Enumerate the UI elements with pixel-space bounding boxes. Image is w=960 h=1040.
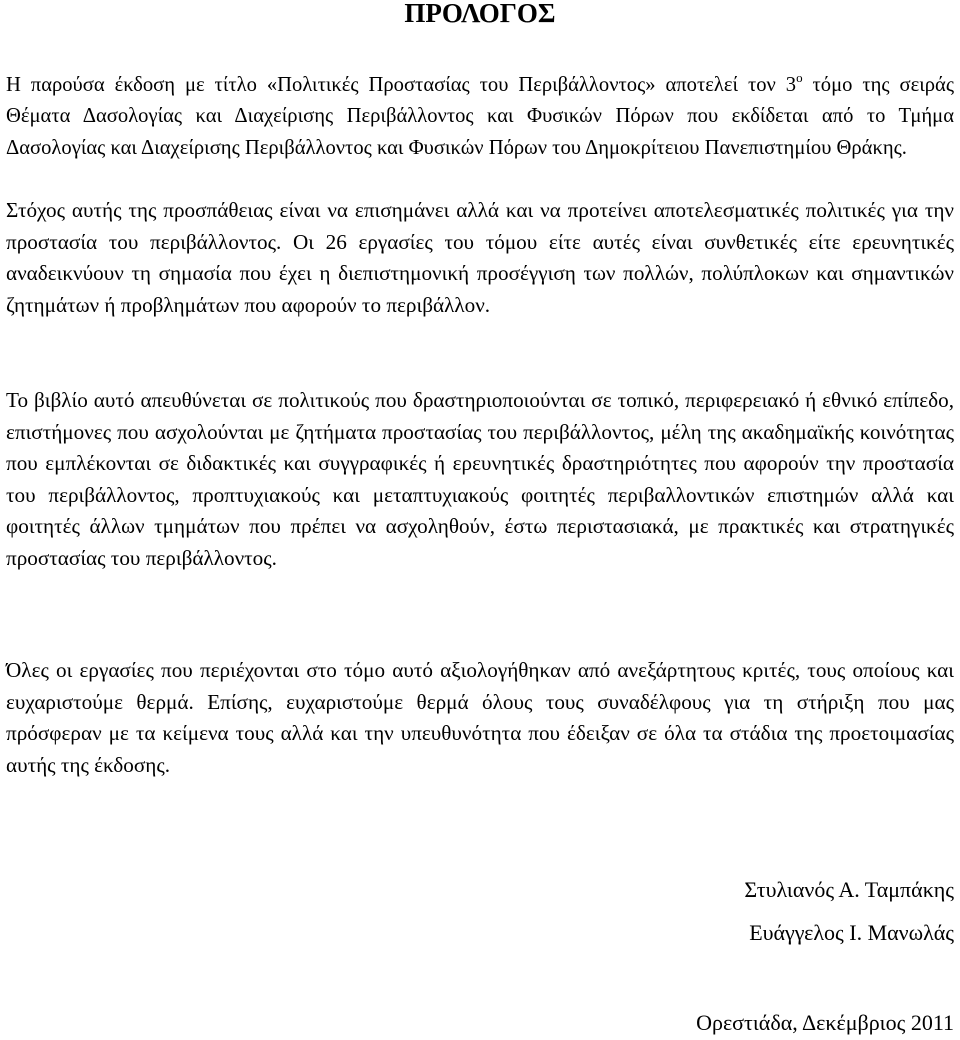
document-page xyxy=(6,0,954,1040)
paragraph-audience: Το βιβλίο αυτό απευθύνεται σε πολιτικούς που δραστηριοποιούνται σε τοπικό, περιφερειακό ή εθνικό επίπεδο, επιστήμονες που ασχολούνται με ζητήματα προστασίας του περιβάλλοντος, μέλη της ακαδημαϊκής κοινότητας που εμπλέκονται σε διδακτικές και συγγραφικές ή ερευνητικές δραστηριότητες που αφορούν την προστασία του περιβάλλοντος, προπτυχιακούς και μεταπτυχιακούς φοιτητές περιβαλλοντικών επιστημών αλλά και φοιτητές άλλων τμημάτων που πρέπει να ασχοληθούν, έστω περιστασιακά, με πρακτικές και στρατηγικές προστασίας του περιβάλλοντος. xyxy=(6,388,954,570)
ordinal-superscript: ο xyxy=(796,70,803,85)
paragraph-goal: Στόχος αυτής της προσπάθειας είναι να επισημάνει αλλά και να προτείνει αποτελεσματικές πολιτικές για την προστασία του περιβάλλοντος. Οι 26 εργασίες του τόμου είτε αυτές είναι συνθετικές είτε ερευνητικές αναδεικνύουν τη σημασία που έχει η διεπιστημονική προσέγγιση των πολλών, πολύπλοκων και σημαντικών ζητημάτων ή προβλημάτων που αφορούν το περιβάλλον. xyxy=(6,198,954,317)
paragraph-intro-text-end: τόμο της σειράς Θέματα Δασολογίας και Διαχείρισης Περιβάλλοντος και Φυσικών Πόρων που εκδίδεται από το Τμήμα Δασολογίας και Διαχείρισης Περιβάλλοντος και Φυσικών Πόρων του Δημοκρίτειου Πανεπιστημίου Θράκης. xyxy=(6,74,954,159)
paragraph-intro-text-start: Η παρούσα έκδοση με τίτλο «Πολιτικές Προστασίας του Περιβάλλοντος» αποτελεί τον 3 xyxy=(6,74,797,96)
place-and-date: Ορεστιάδα, Δεκέμβριος 2011 xyxy=(696,1010,954,1035)
signature-author-2: Ευάγγελος Ι. Μανωλάς xyxy=(749,920,954,945)
paragraph-acknowledgements: Όλες οι εργασίες που περιέχονται στο τόμο αυτό αξιολογήθηκαν από ανεξάρτητους κριτές, τους οποίους και ευχαριστούμε θερμά. Επίσης, ευχαριστούμε θερμά όλους τους συναδέλφους για τη στήριξη που μας πρόσφεραν με τα κείμενα τους αλλά και την υπευθυνότητα που έδειξαν σε όλα τα στάδια της προετοιμασίας αυτής της έκδοσης. xyxy=(6,658,954,777)
paragraph-intro xyxy=(6,70,954,164)
signature-author-1: Στυλιανός Α. Ταμπάκης xyxy=(744,877,954,902)
page-title: ΠΡΟΛΟΓΟΣ xyxy=(404,0,556,28)
